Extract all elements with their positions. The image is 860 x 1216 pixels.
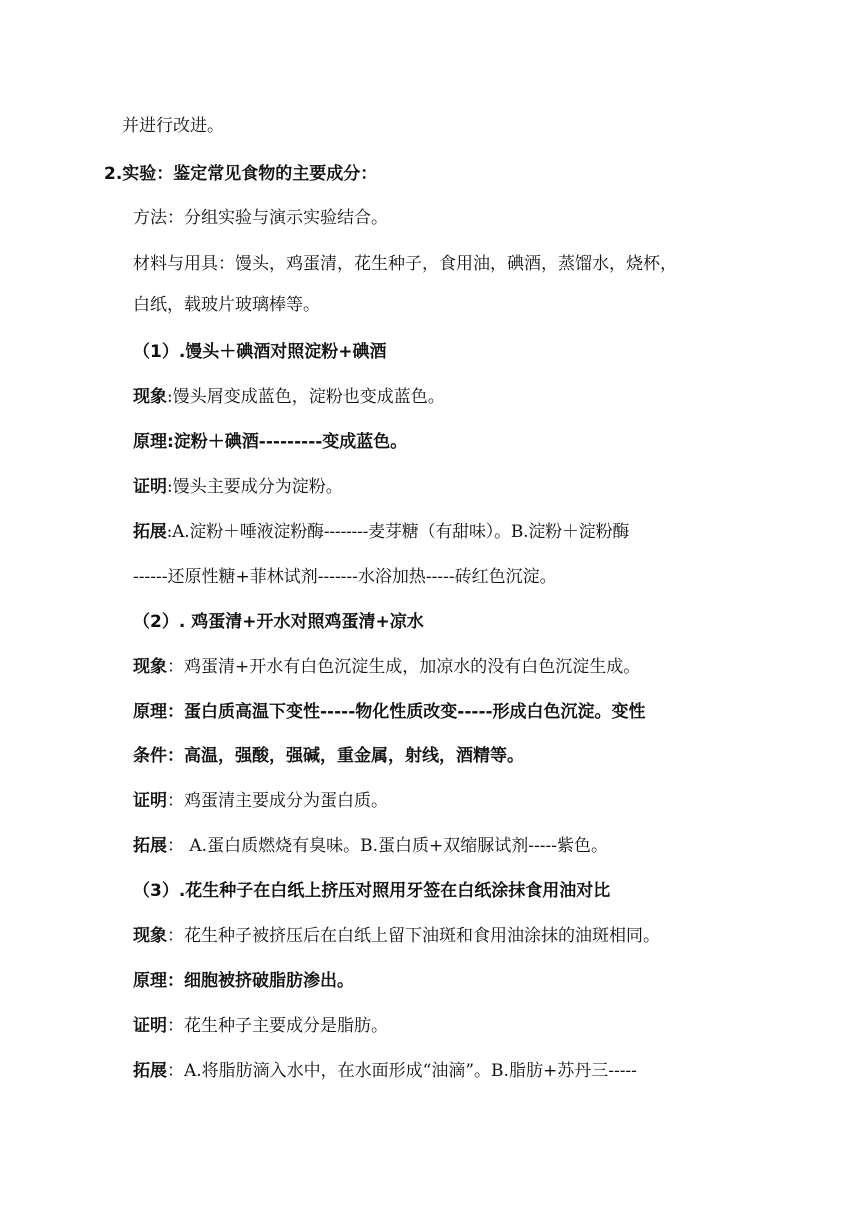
exp3-proof [133, 1015, 388, 1037]
proof-label: 证明 [133, 477, 167, 497]
extension-text: ： A.蛋白质燃烧有臭味。B.蛋白质+双缩脲试剂-----紫色。 [167, 836, 608, 856]
exp2-phenomenon [133, 656, 640, 678]
exp2-principle-line-2: 条件：高温，强酸，强碱，重金属，射线，酒精等。 [133, 746, 524, 766]
exp2-proof [133, 790, 388, 812]
exp1-extension-line-2: ------还原性糖+菲林试剂-------水浴加热-----砖红色沉淀。 [133, 567, 557, 587]
exp1-proof [133, 476, 343, 498]
phenomenon-label: 现象 [133, 926, 167, 946]
continuation-text: 并进行改进。 [122, 116, 224, 136]
proof-label: 证明 [133, 1016, 167, 1036]
phenomenon-text: :馒头屑变成蓝色，淀粉也变成蓝色。 [167, 387, 445, 407]
proof-text: ：鸡蛋清主要成分为蛋白质。 [167, 791, 388, 811]
section-2-title: 2.实验：鉴定常见食物的主要成分： [104, 164, 378, 184]
exp2-extension [133, 835, 608, 857]
phenomenon-label: 现象 [133, 657, 167, 677]
phenomenon-text: ：花生种子被挤压后在白纸上留下油斑和食用油涂抹的油斑相同。 [167, 926, 660, 946]
extension-text: ：A.将脂肪滴入水中，在水面形成“油滴”。B.脂肪+苏丹三----- [167, 1061, 637, 1081]
proof-label: 证明 [133, 791, 167, 811]
exp3-extension [133, 1060, 637, 1082]
extension-label: 拓展 [133, 1061, 167, 1081]
exp3-heading: （3）.花生种子在白纸上挤压对照用牙签在白纸涂抹食用油对比 [133, 881, 611, 901]
method-text: 方法：分组实验与演示实验结合。 [133, 208, 388, 228]
proof-text: ：花生种子主要成分是脂肪。 [167, 1016, 388, 1036]
exp1-principle: 原理:淀粉＋碘酒---------变成蓝色。 [133, 432, 408, 452]
exp3-principle: 原理：细胞被挤破脂肪渗出。 [133, 971, 354, 991]
exp2-principle-line-1: 原理：蛋白质高温下变性-----物化性质改变-----形成白色沉淀。变性 [133, 702, 646, 722]
materials-line-2: 白纸，载玻片玻璃棒等。 [133, 295, 320, 315]
extension-text: :A.淀粉＋唾液淀粉酶--------麦芽糖（有甜味）。B.淀粉＋淀粉酶 [166, 522, 630, 542]
proof-text: :馒头主要成分为淀粉。 [167, 477, 343, 497]
exp1-phenomenon [133, 386, 445, 408]
extension-label: 拓展 [133, 522, 167, 542]
exp1-heading: （1）.馒头＋碘酒对照淀粉+碘酒 [133, 342, 387, 362]
exp1-extension [133, 521, 629, 543]
phenomenon-label: 现象 [133, 387, 167, 407]
phenomenon-text: ：鸡蛋清+开水有白色沉淀生成，加凉水的没有白色沉淀生成。 [167, 657, 641, 677]
materials-line-1: 材料与用具：馒头，鸡蛋清，花生种子，食用油，碘酒，蒸馏水，烧杯， [133, 254, 677, 274]
extension-label: 拓展 [133, 836, 167, 856]
exp3-phenomenon [133, 925, 660, 947]
exp2-heading: （2）. 鸡蛋清+开水对照鸡蛋清+凉水 [133, 612, 424, 632]
